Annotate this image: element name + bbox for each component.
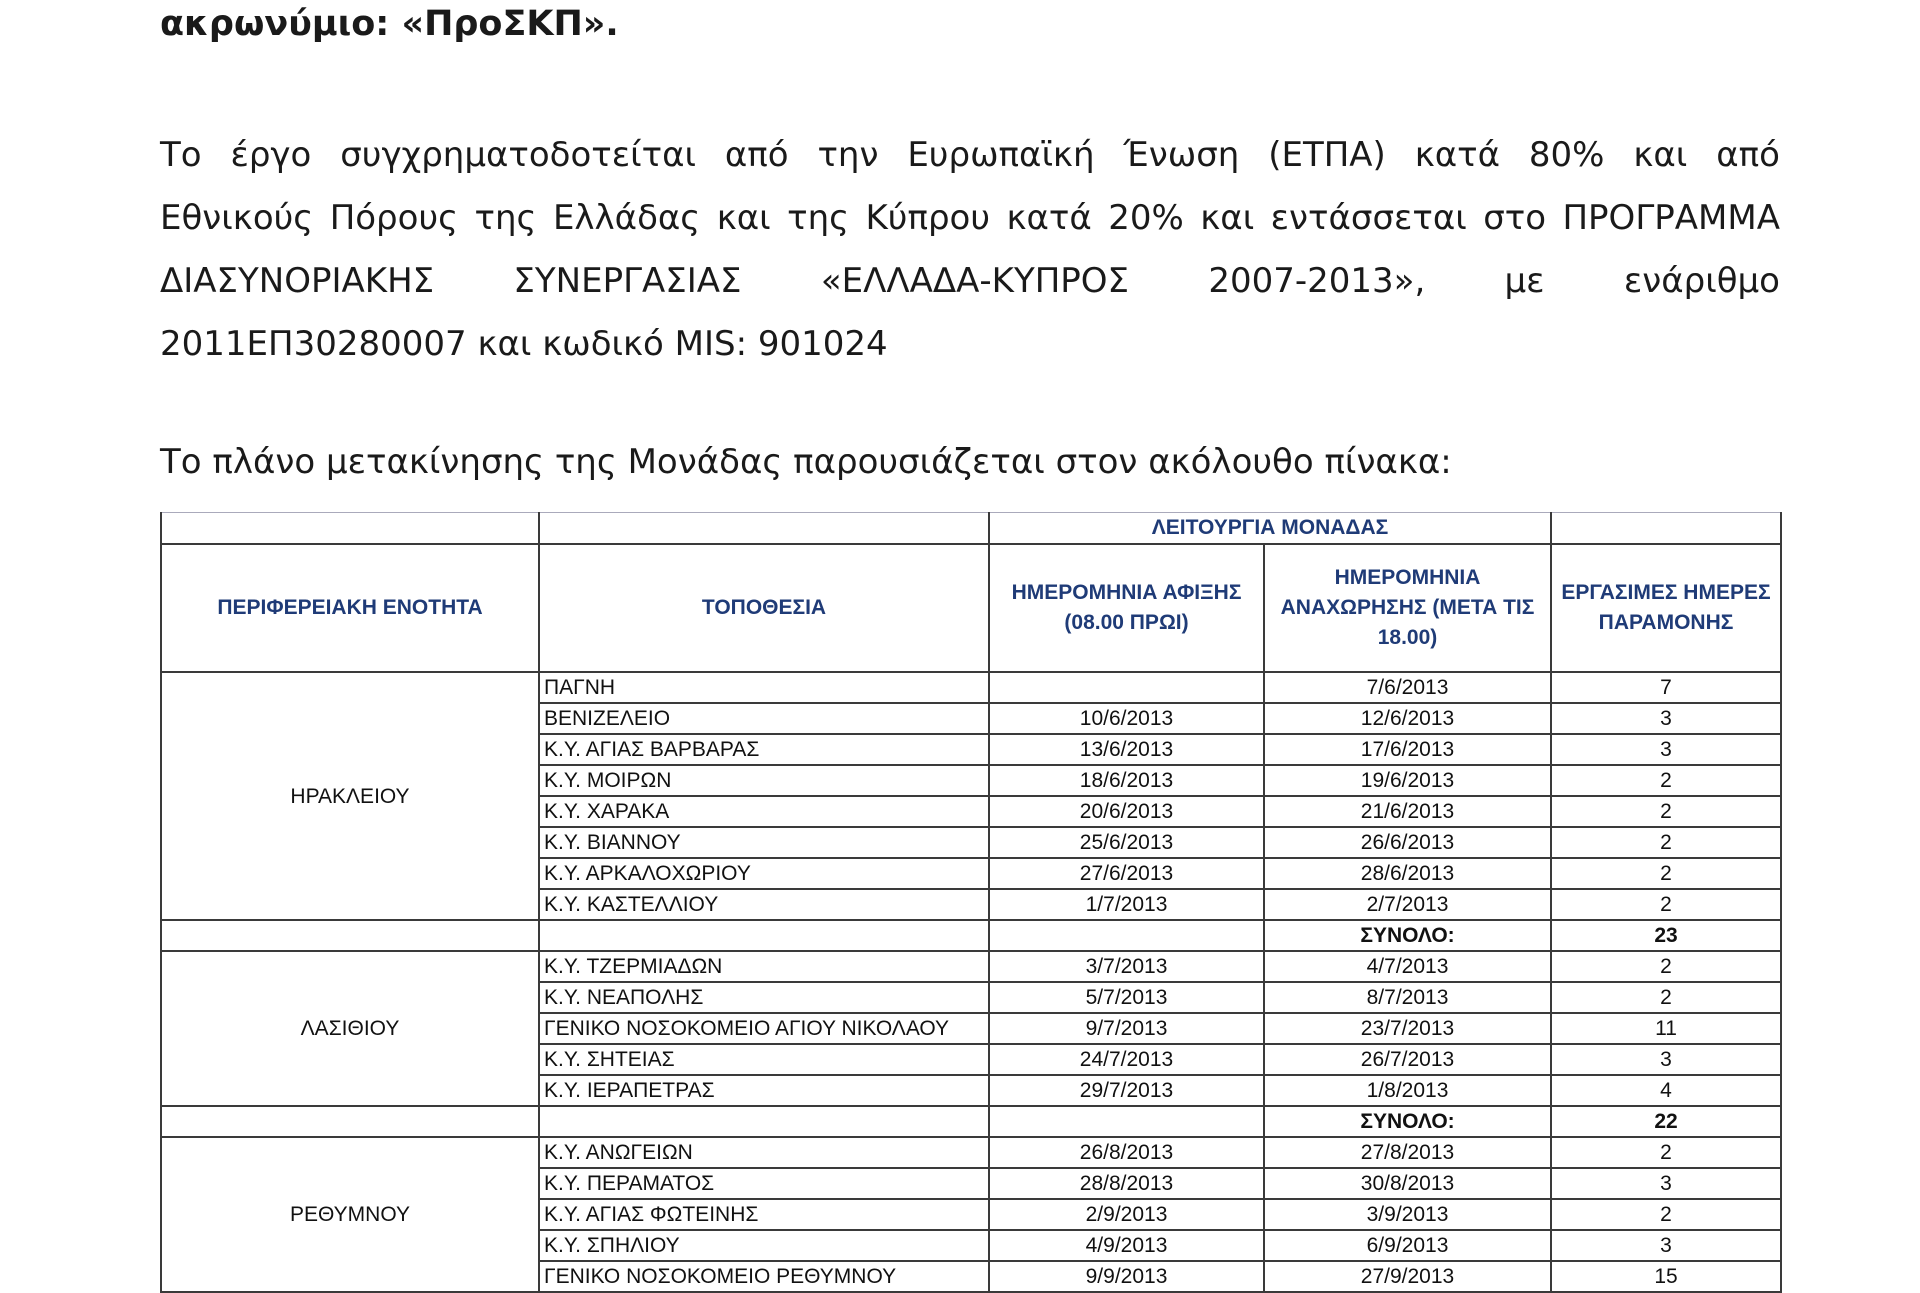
paragraph-word: κατά <box>1006 198 1092 238</box>
paragraph-word: ενάριθμο <box>1623 261 1780 301</box>
paragraph-word: με <box>1504 261 1545 301</box>
paragraph-word: και <box>1633 135 1688 175</box>
paragraph-word: από <box>724 135 789 175</box>
paragraph-word: έργο <box>230 135 312 175</box>
location-cell: ΓΕΝΙΚΟ ΝΟΣΟΚΟΜΕΙΟ ΑΓΙΟΥ ΝΙΚΟΛΑΟΥ <box>539 1013 989 1044</box>
header-region: ΠΕΡΙΦΕΡΕΙΑΚΗ ΕΝΟΤΗΤΑ <box>161 544 539 672</box>
paragraph-word: Κύπρου <box>865 198 991 238</box>
header-location: ΤΟΠΟΘΕΣΙΑ <box>539 544 989 672</box>
empty-cell <box>989 920 1264 951</box>
departure-cell: 26/7/2013 <box>1264 1044 1551 1075</box>
paragraph-word: Πόρους <box>329 198 459 238</box>
departure-cell: 3/9/2013 <box>1264 1199 1551 1230</box>
location-cell: Κ.Υ. ΤΖΕΡΜΙΑΔΩΝ <box>539 951 989 982</box>
paragraph-word: Ένωση <box>1123 135 1240 175</box>
empty-cell <box>539 1106 989 1137</box>
days-cell: 2 <box>1551 1137 1781 1168</box>
arrival-cell: 26/8/2013 <box>989 1137 1264 1168</box>
paragraph-line <box>160 187 1780 250</box>
total-label: ΣΥΝΟΛΟ: <box>1264 920 1551 951</box>
location-cell: Κ.Υ. ΒΙΑΝΝΟΥ <box>539 827 989 858</box>
table-intro: Το πλάνο μετακίνησης της Μονάδας παρουσιάζεται στον ακόλουθο πίνακα: <box>160 442 1452 482</box>
paragraph-word: Εθνικούς <box>160 198 314 238</box>
paragraph-word: στο <box>1483 198 1547 238</box>
days-cell: 2 <box>1551 951 1781 982</box>
paragraph-word: συγχρηματοδοτείται <box>340 135 696 175</box>
location-cell: Κ.Υ. ΑΓΙΑΣ ΒΑΡΒΑΡΑΣ <box>539 734 989 765</box>
departure-cell: 28/6/2013 <box>1264 858 1551 889</box>
location-cell: Κ.Υ. ΣΠΗΛΙΟΥ <box>539 1230 989 1261</box>
days-cell: 4 <box>1551 1075 1781 1106</box>
departure-cell: 12/6/2013 <box>1264 703 1551 734</box>
arrival-cell: 2/9/2013 <box>989 1199 1264 1230</box>
location-cell: Κ.Υ. ΝΕΑΠΟΛΗΣ <box>539 982 989 1013</box>
days-cell: 2 <box>1551 982 1781 1013</box>
days-cell: 2 <box>1551 1199 1781 1230</box>
location-cell: Κ.Υ. ΑΓΙΑΣ ΦΩΤΕΙΝΗΣ <box>539 1199 989 1230</box>
location-cell: Κ.Υ. ΙΕΡΑΠΕΤΡΑΣ <box>539 1075 989 1106</box>
arrival-cell: 27/6/2013 <box>989 858 1264 889</box>
acronym-line: ακρωνύμιο: «ΠροΣΚΠ». <box>160 4 619 44</box>
departure-cell: 6/9/2013 <box>1264 1230 1551 1261</box>
paragraph-word: από <box>1716 135 1780 175</box>
days-cell: 3 <box>1551 703 1781 734</box>
departure-cell: 21/6/2013 <box>1264 796 1551 827</box>
total-row <box>161 1106 1781 1137</box>
arrival-cell: 4/9/2013 <box>989 1230 1264 1261</box>
departure-cell: 19/6/2013 <box>1264 765 1551 796</box>
empty-cell <box>161 920 539 951</box>
location-cell: Κ.Υ. ΧΑΡΑΚΑ <box>539 796 989 827</box>
paragraph-line-last: 2011ΕΠ30280007 και κωδικό MIS: 901024 <box>160 324 888 364</box>
location-cell: Κ.Υ. ΑΝΩΓΕΙΩΝ <box>539 1137 989 1168</box>
location-cell: Κ.Υ. ΑΡΚΑΛΟΧΩΡΙΟΥ <box>539 858 989 889</box>
days-cell: 2 <box>1551 827 1781 858</box>
header-arrival: ΗΜΕΡΟΜΗΝΙΑ ΑΦΙΞΗΣ (08.00 ΠΡΩΙ) <box>989 544 1264 672</box>
paragraph-word: «ΕΛΛΑΔΑ-ΚΥΠΡΟΣ <box>820 261 1130 301</box>
schedule-table <box>160 512 1782 1293</box>
arrival-cell: 9/7/2013 <box>989 1013 1264 1044</box>
departure-cell: 23/7/2013 <box>1264 1013 1551 1044</box>
departure-cell: 4/7/2013 <box>1264 951 1551 982</box>
location-cell: ΠΑΓΝΗ <box>539 672 989 703</box>
region-cell: ΡΕΘΥΜΝΟΥ <box>161 1137 539 1292</box>
days-cell: 7 <box>1551 672 1781 703</box>
paragraph-word: ΠΡΟΓΡΑΜΜΑ <box>1562 198 1780 238</box>
paragraph-word: 20% <box>1108 198 1184 238</box>
header-spacer <box>539 513 989 545</box>
location-cell: ΒΕΝΙΖΕΛΕΙΟ <box>539 703 989 734</box>
paragraph-word: 80% <box>1528 135 1605 175</box>
empty-cell <box>539 920 989 951</box>
group-header: ΛΕΙΤΟΥΡΓΙΑ ΜΟΝΑΔΑΣ <box>989 513 1551 545</box>
departure-cell: 1/8/2013 <box>1264 1075 1551 1106</box>
location-cell: Κ.Υ. ΜΟΙΡΩΝ <box>539 765 989 796</box>
arrival-cell: 13/6/2013 <box>989 734 1264 765</box>
days-cell: 3 <box>1551 1230 1781 1261</box>
paragraph-word: της <box>474 198 537 238</box>
paragraph-word: κατά <box>1414 135 1501 175</box>
arrival-cell: 24/7/2013 <box>989 1044 1264 1075</box>
paragraph-line <box>160 250 1780 313</box>
table-row <box>161 1137 1781 1168</box>
region-cell: ΛΑΣΙΘΙΟΥ <box>161 951 539 1106</box>
paragraph-word: Ευρωπαϊκή <box>907 135 1095 175</box>
total-row <box>161 920 1781 951</box>
arrival-cell: 9/9/2013 <box>989 1261 1264 1292</box>
days-cell: 3 <box>1551 734 1781 765</box>
days-cell: 15 <box>1551 1261 1781 1292</box>
paragraph-word: ΔΙΑΣΥΝΟΡΙΑΚΗΣ <box>160 261 435 301</box>
days-cell: 3 <box>1551 1044 1781 1075</box>
paragraph-word: ΣΥΝΕΡΓΑΣΙΑΣ <box>513 261 742 301</box>
arrival-cell: 10/6/2013 <box>989 703 1264 734</box>
header-days: ΕΡΓΑΣΙΜΕΣ ΗΜΕΡΕΣ ΠΑΡΑΜΟΝΗΣ <box>1551 544 1781 672</box>
arrival-cell: 18/6/2013 <box>989 765 1264 796</box>
departure-cell: 2/7/2013 <box>1264 889 1551 920</box>
paragraph-word: και <box>1200 198 1255 238</box>
paragraph-word: 2007-2013», <box>1208 261 1426 301</box>
departure-cell: 27/9/2013 <box>1264 1261 1551 1292</box>
paragraph-word: εντάσσεται <box>1270 198 1467 238</box>
location-cell: Κ.Υ. ΚΑΣΤΕΛΛΙΟΥ <box>539 889 989 920</box>
days-cell: 2 <box>1551 796 1781 827</box>
location-cell: ΓΕΝΙΚΟ ΝΟΣΟΚΟΜΕΙΟ ΡΕΘΥΜΝΟΥ <box>539 1261 989 1292</box>
region-cell: ΗΡΑΚΛΕΙΟΥ <box>161 672 539 920</box>
arrival-cell: 25/6/2013 <box>989 827 1264 858</box>
total-value: 23 <box>1551 920 1781 951</box>
empty-cell <box>161 1106 539 1137</box>
schedule-body <box>161 672 1781 1292</box>
arrival-cell <box>989 672 1264 703</box>
days-cell: 2 <box>1551 858 1781 889</box>
header-spacer <box>161 513 539 545</box>
table-row <box>161 672 1781 703</box>
departure-cell: 30/8/2013 <box>1264 1168 1551 1199</box>
days-cell: 3 <box>1551 1168 1781 1199</box>
departure-cell: 17/6/2013 <box>1264 734 1551 765</box>
paragraph-word: Το <box>160 135 202 175</box>
header-departure: ΗΜΕΡΟΜΗΝΙΑ ΑΝΑΧΩΡΗΣΗΣ (ΜΕΤΑ ΤΙΣ 18.00) <box>1264 544 1551 672</box>
paragraph-word: (ΕΤΠΑ) <box>1268 135 1386 175</box>
paragraph-word: Ελλάδας <box>552 198 701 238</box>
departure-cell: 8/7/2013 <box>1264 982 1551 1013</box>
arrival-cell: 1/7/2013 <box>989 889 1264 920</box>
location-cell: Κ.Υ. ΣΗΤΕΙΑΣ <box>539 1044 989 1075</box>
header-spacer <box>1551 513 1781 545</box>
arrival-cell: 29/7/2013 <box>989 1075 1264 1106</box>
paragraph-line <box>160 124 1780 187</box>
arrival-cell: 28/8/2013 <box>989 1168 1264 1199</box>
total-label: ΣΥΝΟΛΟ: <box>1264 1106 1551 1137</box>
empty-cell <box>989 1106 1264 1137</box>
days-cell: 2 <box>1551 889 1781 920</box>
table-row <box>161 951 1781 982</box>
paragraph-word: της <box>787 198 850 238</box>
departure-cell: 7/6/2013 <box>1264 672 1551 703</box>
departure-cell: 26/6/2013 <box>1264 827 1551 858</box>
location-cell: Κ.Υ. ΠΕΡΑΜΑΤΟΣ <box>539 1168 989 1199</box>
total-value: 22 <box>1551 1106 1781 1137</box>
arrival-cell: 5/7/2013 <box>989 982 1264 1013</box>
arrival-cell: 3/7/2013 <box>989 951 1264 982</box>
arrival-cell: 20/6/2013 <box>989 796 1264 827</box>
days-cell: 2 <box>1551 765 1781 796</box>
funding-paragraph <box>160 124 1780 376</box>
paragraph-word: την <box>817 135 879 175</box>
days-cell: 11 <box>1551 1013 1781 1044</box>
departure-cell: 27/8/2013 <box>1264 1137 1551 1168</box>
paragraph-word: και <box>716 198 771 238</box>
